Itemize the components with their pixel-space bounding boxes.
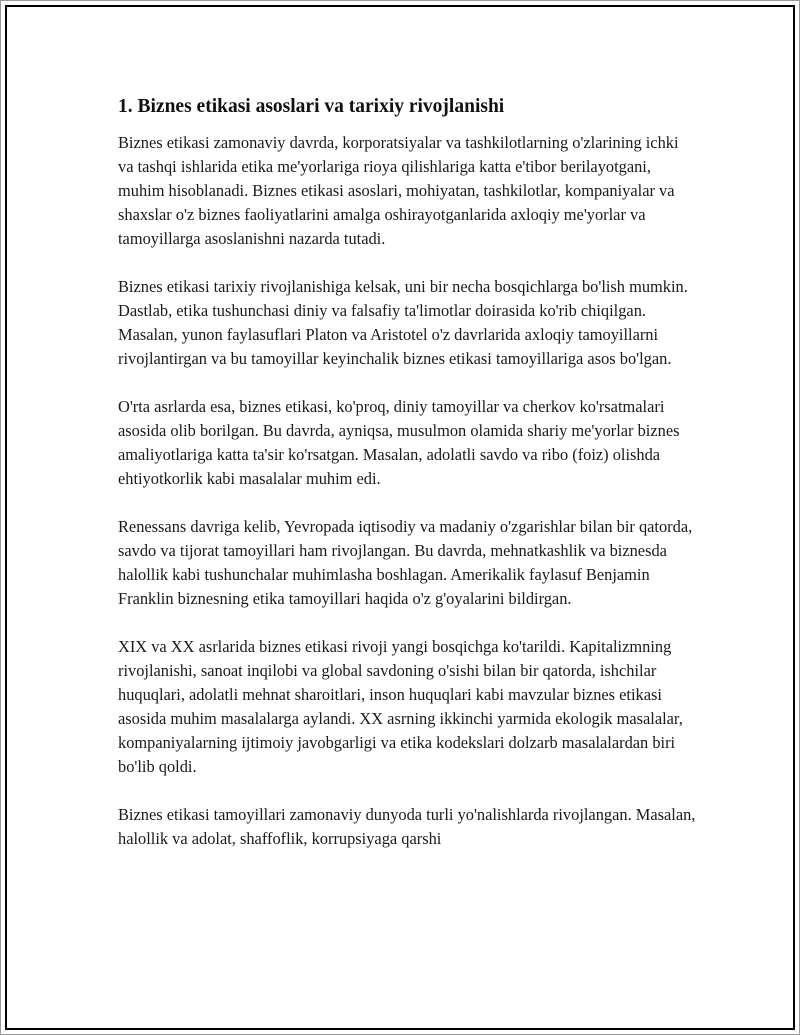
paragraph-intro: Biznes etikasi zamonaviy davrda, korporatsiyalar va tashkilotlarning o'zlarining ichki va tashqi ishlarida etika me'yorlariga rioya qilishlariga katta e'tibor berilayotgani, muhim hisoblanadi. Biznes etikasi asoslari, mohiyatan, tashkilotlar, kompaniyalar va shaxslar o'z biznes faoliyatlarini amalga oshirayotganlarida axloqiy me'yorlar va tamoyillarga asoslanishni nazarda tutadi. xyxy=(118,133,679,248)
paragraph-principles: Biznes etikasi tamoyillari zamonaviy dunyoda turli yo'nalishlarda rivojlangan. Masalan, halollik va adolat, shaffoflik, korrupsiyaga qarshi xyxy=(118,805,696,848)
paragraph-modern-era: XIX va XX asrlarida biznes etikasi rivoji yangi bosqichga ko'tarildi. Kapitalizmning rivojlanishi, sanoat inqilobi va global savdoning o'sishi bilan bir qatorda, ishchilar huquqlari, adolatli mehnat sharoitlari, inson huquqlari kabi mavzular biznes etikasi asosida muhim masalalarga aylandi. XX asrning ikkinchi yarmida ekologik masalalar, kompaniyalarning ijtimoiy javobgarligi va etika kodekslari dolzarb masalalardan biri bo'lib qoldi. xyxy=(118,637,683,776)
paragraph-history: Biznes etikasi tarixiy rivojlanishiga kelsak, uni bir necha bosqichlarga bo'lish mumkin. Dastlab, etika tushunchasi diniy va falsafiy ta'limotlar doirasida ko'rib chiqilgan. Masalan, yunon faylasuflari Platon va Aristotel o'z davrlarida axloqiy tamoyillarni rivojlantirgan va bu tamoyillar keyinchalik biznes etikasi tamoyillariga asos bo'lgan. xyxy=(118,277,688,368)
paragraph-middle-ages: O'rta asrlarda esa, biznes etikasi, ko'proq, diniy tamoyillar va cherkov ko'rsatmalari asosida olib borilgan. Bu davrda, ayniqsa, musulmon olamida shariy me'yorlar biznes amaliyotlariga katta ta'sir ko'rsatgan. Masalan, adolatli savdo va ribo (foiz) olishda ehtiyotkorlik kabi masalalar muhim edi. xyxy=(118,397,680,488)
document-body xyxy=(118,93,698,875)
section-heading: 1. Biznes etikasi asoslari va tarixiy rivojlanishi xyxy=(118,96,505,117)
paragraph-renaissance: Renessans davriga kelib, Yevropada iqtisodiy va madaniy o'zgarishlar bilan bir qatorda, savdo va tijorat tamoyillari ham rivojlangan. Bu davrda, mehnatkashlik va biznesda halollik kabi tushunchalar muhimlasha boshlagan. Amerikalik faylasuf Benjamin Franklin biznesning etika tamoyillari haqida o'z g'oyalarini bildirgan. xyxy=(118,517,693,608)
